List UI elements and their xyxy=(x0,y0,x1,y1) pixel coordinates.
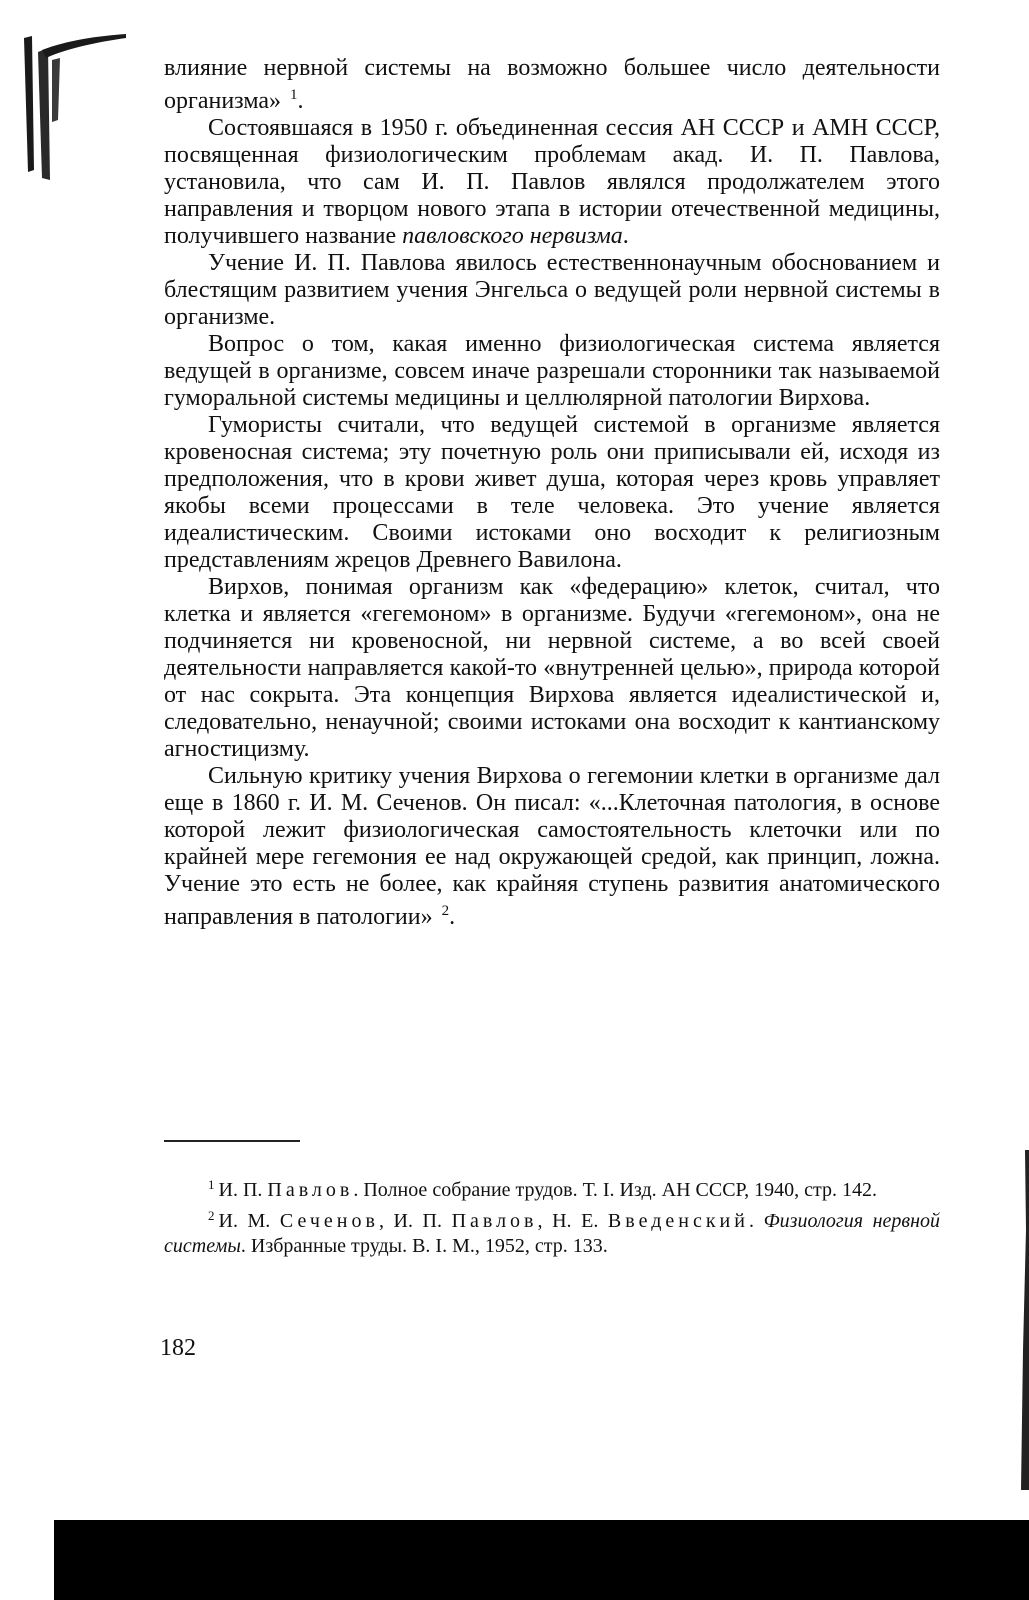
paragraph xyxy=(164,412,940,574)
footnote xyxy=(164,1172,940,1203)
text-run: Учение И. П. Павлова явилось естественнонаучным обоснованием и блестящим развитием учения Энгельса о ведущей роли нервной системы в организме. xyxy=(164,250,940,330)
text-run: Вирхов, понимая организм как «федерацию» клеток, считал, что клетка и является «гегемоном» в организме. Будучи «гегемоном», она не подчиняется ни кровеносной, ни нервной системе, а во всей своей деятельности направляется какой-то «внутренней целью», природа которой от нас сокрыта. Эта концепция Вирхова является идеалистической и, следовательно, ненаучной; своими истоками она восходит к кантианскому агностицизму. xyxy=(164,574,940,762)
footnote-ref: 1 xyxy=(290,87,298,103)
footnote-marker: 1 xyxy=(208,1177,215,1192)
text-run: , И. П. xyxy=(378,1210,452,1232)
footnote-marker: 2 xyxy=(208,1208,215,1223)
paragraph xyxy=(164,574,940,763)
paragraph xyxy=(164,250,940,331)
author-name: Павлов xyxy=(267,1179,354,1201)
paragraph xyxy=(164,115,940,250)
author-name: Введенский xyxy=(607,1210,749,1232)
author-name: Павлов xyxy=(451,1210,538,1232)
italic-text: павловского нервизма xyxy=(402,223,623,249)
text-run: Вопрос о том, какая именно физиологическая система является ведущей в организме, совсем иначе разрешали сторонники так называемой гуморальной системы медицины и целлюлярной патологии Вирхова. xyxy=(164,331,940,411)
paragraph xyxy=(164,55,940,115)
text-run: влияние нервной системы на возможно большее число деятельности организма» xyxy=(164,55,940,114)
scan-artifact-right xyxy=(1019,1150,1029,1490)
text-run: . xyxy=(449,904,456,930)
author-name: Сеченов xyxy=(279,1210,379,1232)
footnotes xyxy=(164,1172,940,1259)
text-run: . Полное собрание трудов. Т. I. Изд. АН СССР, 1940, стр. 142. xyxy=(353,1179,878,1201)
text-run: Гумористы считали, что ведущей системой в организме является кровеносная система; эту почетную роль они приписывали ей, исходя из предположения, что в крови живет душа, которая через кровь управляет якобы всеми процессами в теле человека. Это учение является идеалистическим. Своими истоками оно восходит к религиозным представлениям жрецов Древнего Вавилона. xyxy=(164,412,940,573)
text-run: . xyxy=(748,1210,764,1232)
scan-border-bottom xyxy=(54,1520,1029,1600)
page-number: 182 xyxy=(160,1335,196,1361)
footnote-separator xyxy=(164,1140,300,1142)
text-run: И. П. xyxy=(218,1179,268,1201)
main-text xyxy=(164,55,940,931)
scan-artifact-left xyxy=(18,30,128,180)
paragraph xyxy=(164,763,940,931)
text-run: Состоявшаяся в 1950 г. объединенная сессия АН СССР и АМН СССР, посвященная физиологическим проблемам акад. И. П. Павлова, установила, что сам И. П. Павлов являлся продолжателем этого направления и творцом нового этапа в истории отечественной медицины, получившего название xyxy=(164,115,940,249)
text-run: Сильную критику учения Вирхова о гегемонии клетки в организме дал еще в 1860 г. И. М. Сеченов. Он писал: «...Клеточная патология, в основе которой лежит физиологическая самостоятельность клеточки или по крайней мере гегемония ее над окружающей средой, как принцип, ложна. Учение это есть не более, как крайняя ступень развития анатомического направления в патологии» xyxy=(164,763,940,930)
footnote-ref: 2 xyxy=(441,903,450,919)
text-run: И. М. xyxy=(218,1210,280,1232)
text-run: , Н. Е. xyxy=(537,1210,608,1232)
footnote xyxy=(164,1203,940,1259)
text-run: . Избранные труды. В. I. М., 1952, стр. 133. xyxy=(240,1235,608,1257)
paragraph xyxy=(164,331,940,412)
italic-text: Физиология нервной системы xyxy=(164,1210,940,1257)
text-run: . xyxy=(622,223,629,249)
text-run: . xyxy=(297,88,304,114)
